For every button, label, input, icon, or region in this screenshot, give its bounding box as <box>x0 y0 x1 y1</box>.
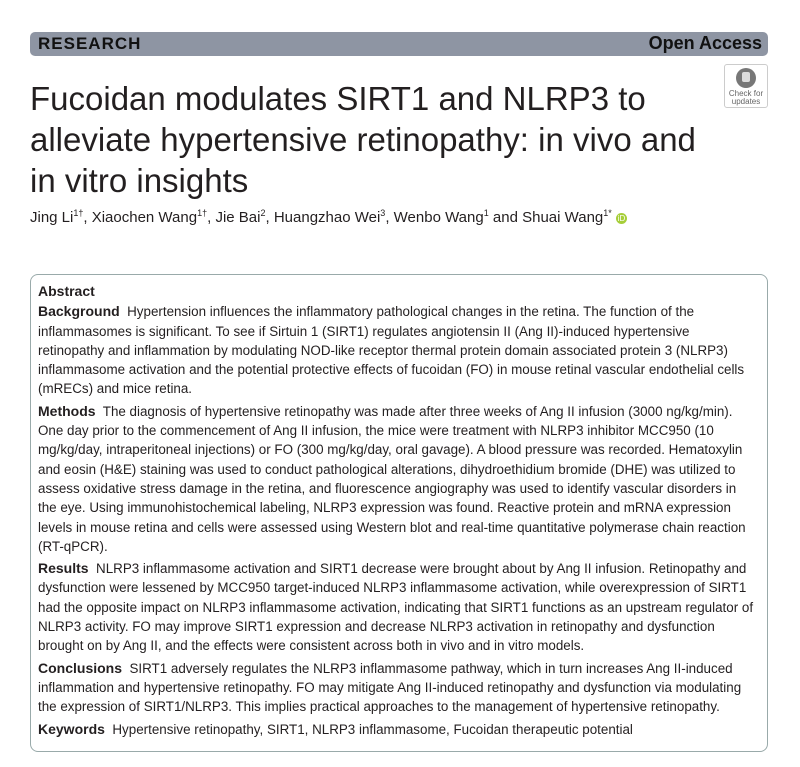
section-label: RESEARCH <box>38 34 142 53</box>
check-updates-label: Check for updates <box>728 89 764 106</box>
article-type-banner <box>30 32 768 56</box>
keywords: Keywords Hypertensive retinopathy, SIRT1, NLRP3 inflammasome, Fucoidan therapeutic potential <box>38 720 633 737</box>
author[interactable]: Shuai Wang$^{1*}$ <box>522 208 612 226</box>
open-access-label: Open Access <box>648 33 762 53</box>
author[interactable]: Xiaochen Wang$^{1\dagger}$ <box>91 208 208 226</box>
orcid-icon[interactable]: iD <box>617 214 626 223</box>
abstract <box>38 282 758 742</box>
author[interactable]: Jie Bai$^2$ <box>215 208 266 226</box>
article-title: Fucoidan modulates SIRT1 and NLRP3 to alleviate hypertensive retinopathy: in vivo and in vitro insights <box>30 80 696 199</box>
check-updates-icon <box>736 68 756 88</box>
abstract-conclusions: Conclusions SIRT1 adversely regulates the NLRP3 inflammasome pathway, which in turn increases Ang II-induced inflammation and hypertensive retinopathy. FO may mitigate Ang II-induced retinopathy and dysfunction via modulating the expression of SIRT1/NLRP3. This implies practical approaches to the management of hypertensive retinopathy. <box>38 659 742 715</box>
author[interactable]: Jing $Li^{1\dagger}$ <box>30 208 84 226</box>
author[interactable]: Huangzhao Wei$^3$ <box>273 208 386 226</box>
author-list: Jing $Li^{1\dagger}$, Xiaochen Wang$^{1\dagger}$, Jie Bai$^2$, Huangzhao Wei$^3$, Wenbo Wang$^1$ and Shuai Wang$^{1*}$ iD <box>30 208 626 226</box>
abstract-methods: Methods The diagnosis of hypertensive retinopathy was made after three weeks of Ang II infusion (3000 ng/kg/min). One day prior to the commencement of Ang II infusion, the mice were treatment with NLRP3 inhibitor MCC950 (10 mg/kg/day, intraperitoneal injections) or FO (300 mg/kg/day, oral gavage). A blood pressure was recorded. Hematoxylin and eosin (H&E) staining was used to conduct pathological alterations, dihydroethidium bromide (DHE) was utilized to assess oxidative stress damage in the retina, and fluorescence angiography was used to identify vascular disorders in the eye. Using immunohistochemical labeling, NLRP3 expression was found. Reactive protein and mRNA expression levels in mouse retina and cells were assessed using Western blot and real-time quantitative polymerase chain reaction (RT-qPCR). <box>38 402 746 554</box>
abstract-heading: Abstract <box>38 283 95 299</box>
author[interactable]: Wenbo Wang$^1$ <box>393 208 489 226</box>
check-for-updates-button[interactable] <box>724 64 768 108</box>
abstract-background: Background Hypertension influences the inflammatory pathological changes in the retina. The function of the inflammasomes is significant. To see if Sirtuin 1 (SIRT1) regulates angiotensin II (Ang II)-induced hypertensive retinopathy and inflammation by modulating NOD-like receptor thermal protein domain associated protein 3 (NLRP3) inflammasome activation and the potential protective effects of fucoidan (FO) in mouse retinal vascular endothelial cells (mRECs) and mice retina. <box>38 303 745 397</box>
abstract-results: Results NLRP3 inflammasome activation and SIRT1 decrease were brought about by Ang II infusion. Retinopathy and dysfunction were lessened by MCC950 target-induced NLRP3 inflammasome activation, while overexpression of SIRT1 had the opposite impact on NLRP3 inflammasome activation, indicating that SIRT1 functions as an upstream regulator of NLRP3 activity. FO may improve SIRT1 expression and decrease NLRP3 activation in retinopathy and dysfunction brought on by Ang II, and the effects were consistent across both in vivo and in vitro models. <box>38 560 754 654</box>
